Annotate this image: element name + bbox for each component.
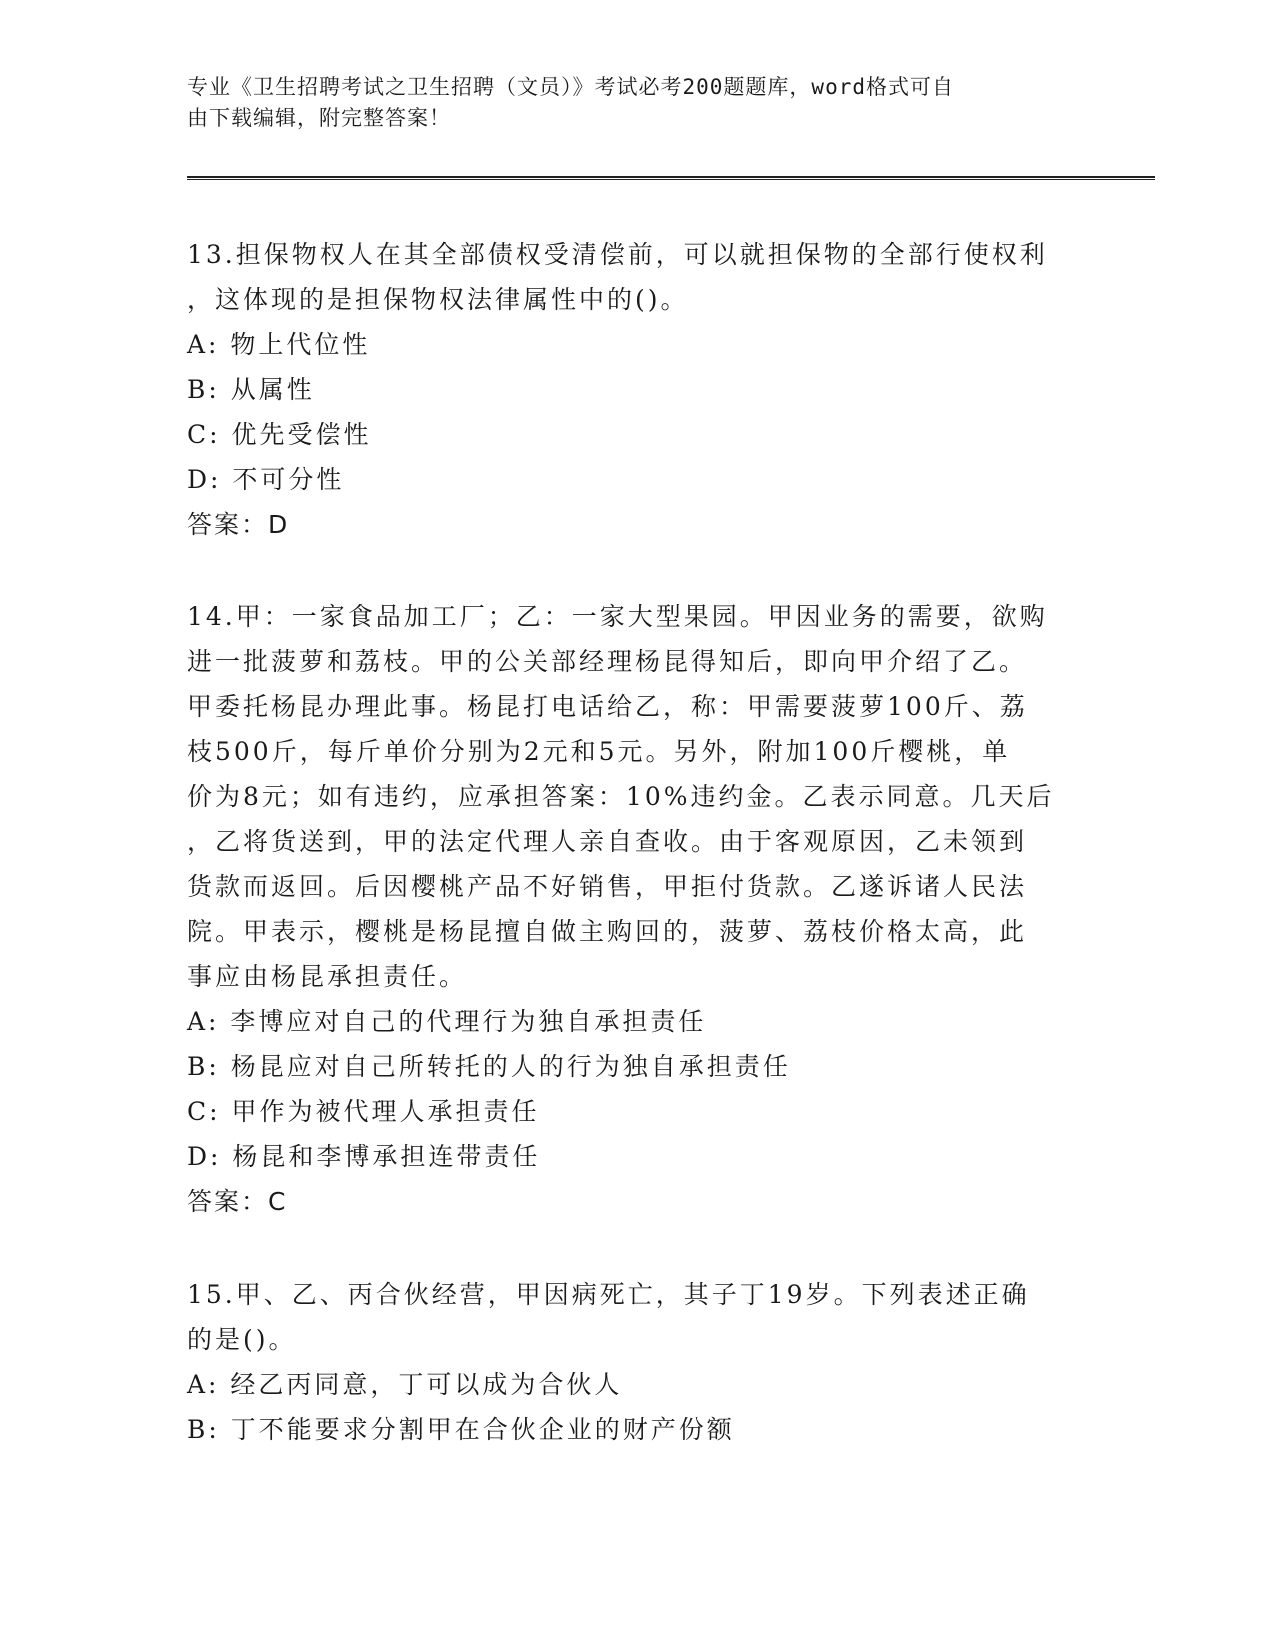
- question-stem-line: 甲委托杨昆办理此事。杨昆打电话给乙，称：甲需要菠萝100斤、荔: [187, 692, 1028, 721]
- option-a: A: 物上代位性: [187, 330, 371, 359]
- document-header: [187, 72, 1067, 134]
- answer-line: 答案：C: [187, 1187, 288, 1216]
- header-line-2: 由下载编辑，附完整答案！: [187, 106, 451, 130]
- option-a: A: 李博应对自己的代理行为独自承担责任: [187, 1007, 707, 1036]
- option-a: A: 经乙丙同意，丁可以成为合伙人: [187, 1370, 623, 1399]
- question-stem-line: 15.甲、乙、丙合伙经营，甲因病死亡，其子丁19岁。下列表述正确: [187, 1280, 1030, 1309]
- option-c: C: 优先受偿性: [187, 420, 372, 449]
- question-stem-line: ，这体现的是担保物权法律属性中的()。: [187, 285, 689, 314]
- question-stem-line: 事应由杨昆承担责任。: [187, 962, 468, 991]
- question-stem-line: 货款而返回。后因樱桃产品不好销售，甲拒付货款。乙遂诉诸人民法: [187, 872, 1028, 901]
- question-stem-line: 枝500斤，每斤单价分别为2元和5元。另外，附加100斤樱桃，单: [187, 737, 1011, 766]
- question-15: [187, 1272, 1030, 1452]
- header-divider: [187, 176, 1155, 180]
- question-stem-line: 进一批菠萝和荔枝。甲的公关部经理杨昆得知后，即向甲介绍了乙。: [187, 647, 1028, 676]
- option-d: D: 杨昆和李博承担连带责任: [187, 1142, 541, 1171]
- question-13: [187, 232, 1048, 547]
- option-b: B: 杨昆应对自己所转托的人的行为独自承担责任: [187, 1052, 791, 1081]
- question-stem-line: 13.担保物权人在其全部债权受清偿前，可以就担保物的全部行使权利: [187, 240, 1048, 269]
- answer-line: 答案：D: [187, 510, 290, 539]
- question-14: [187, 594, 1054, 1224]
- option-c: C: 甲作为被代理人承担责任: [187, 1097, 540, 1126]
- option-b: B: 从属性: [187, 375, 315, 404]
- question-stem-line: 院。甲表示，樱桃是杨昆擅自做主购回的，菠萝、荔枝价格太高，此: [187, 917, 1028, 946]
- option-d: D: 不可分性: [187, 465, 345, 494]
- question-stem-line: ，乙将货送到，甲的法定代理人亲自查收。由于客观原因，乙未领到: [187, 827, 1028, 856]
- question-stem-line: 价为8元；如有违约，应承担答案：10%违约金。乙表示同意。几天后: [187, 782, 1055, 811]
- header-line-1: 专业《卫生招聘考试之卫生招聘（文员）》考试必考200题题库，word格式可自: [187, 75, 954, 99]
- option-b: B: 丁不能要求分割甲在合伙企业的财产份额: [187, 1415, 735, 1444]
- question-stem-line: 14.甲：一家食品加工厂；乙：一家大型果园。甲因业务的需要，欲购: [187, 602, 1048, 631]
- question-stem-line: 的是()。: [187, 1325, 297, 1354]
